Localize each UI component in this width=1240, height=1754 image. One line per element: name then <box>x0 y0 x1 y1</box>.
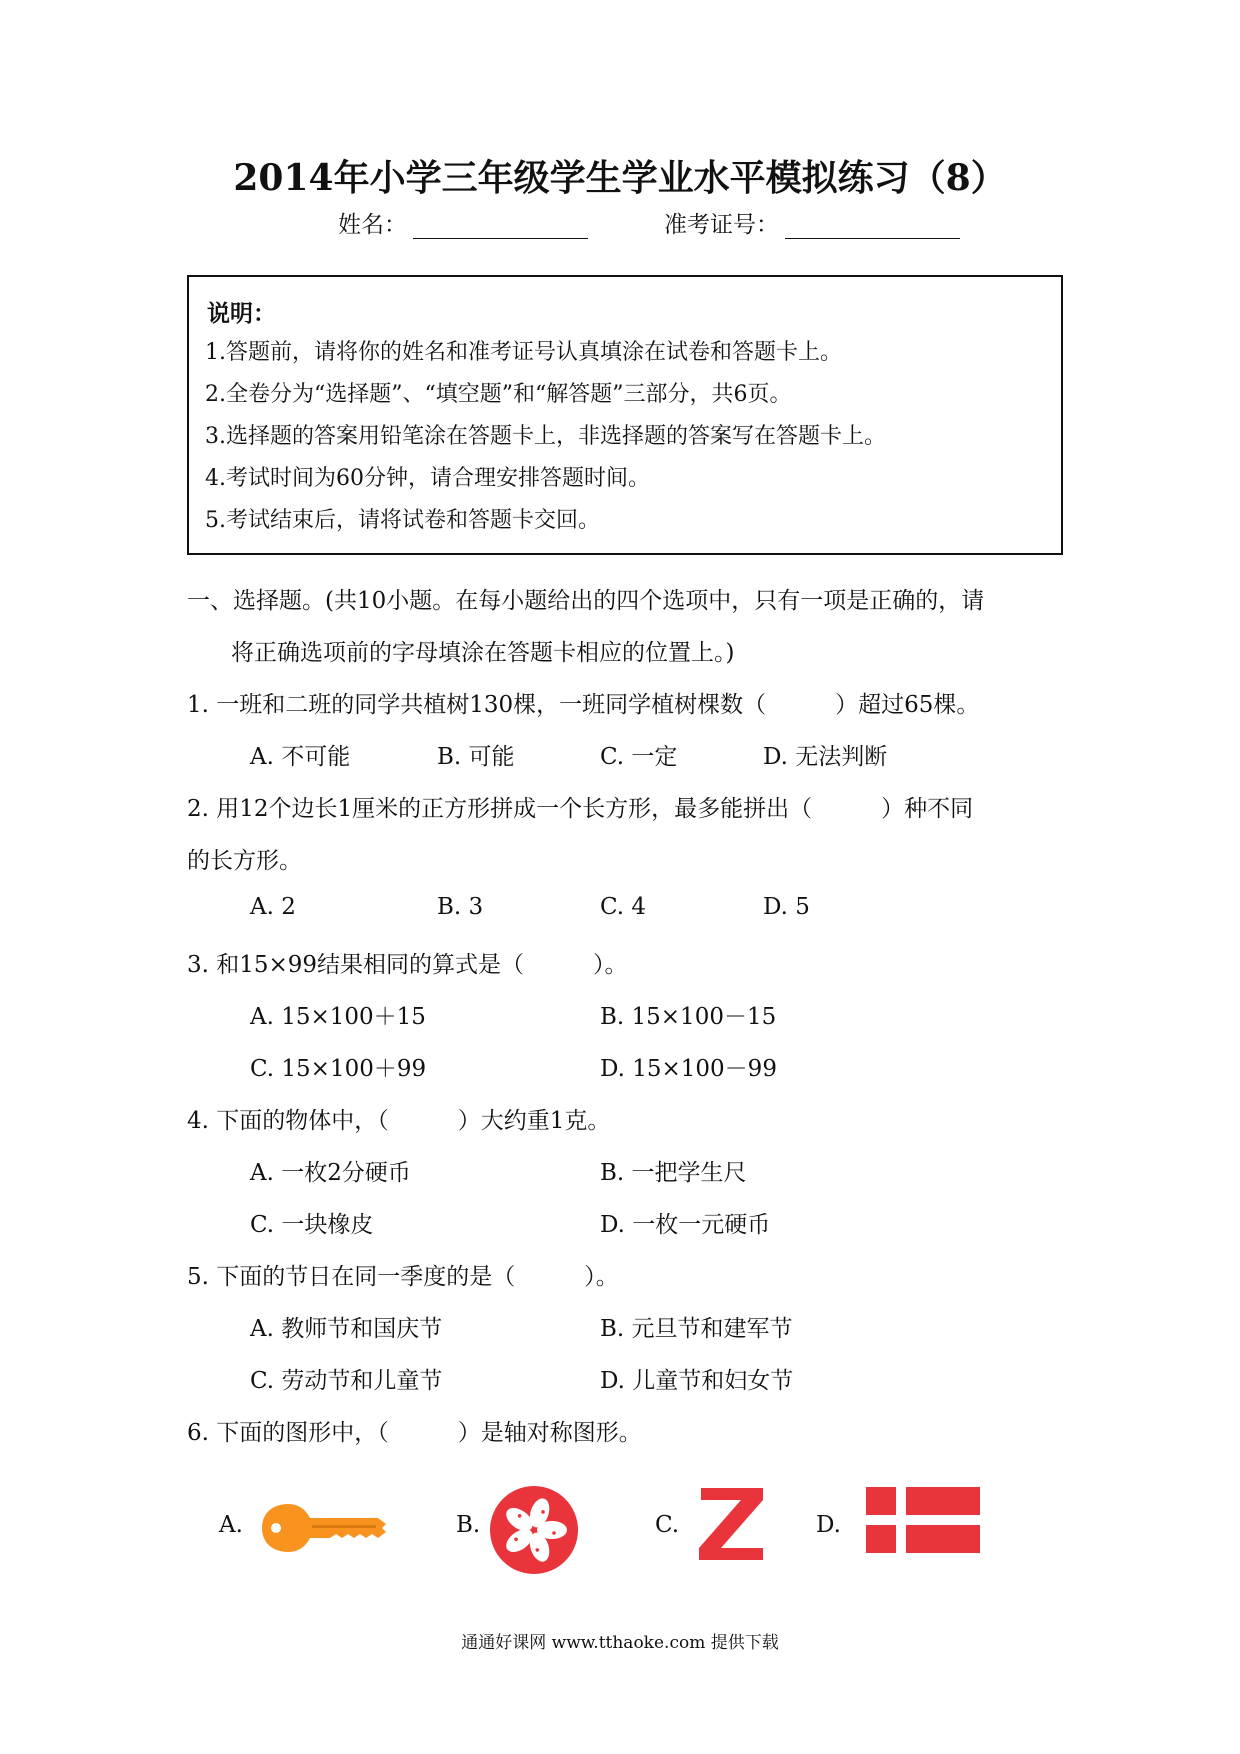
q3-option-d[interactable]: D. 15×100－99 <box>600 1056 777 1082</box>
instruction-item: 2.全卷分为“选择题”、“填空题”和“解答题”三部分，共6页。 <box>205 382 792 407</box>
key-icon[interactable] <box>258 1498 390 1558</box>
section-heading-cont: 将正确选项前的字母填涂在答题卡相应的位置上。) <box>231 640 735 666</box>
question-4: 4. 下面的物体中，（ ）大约重1克。 <box>187 1108 611 1134</box>
q5-option-a[interactable]: A. 教师节和国庆节 <box>250 1316 443 1342</box>
q1-option-d[interactable]: D. 无法判断 <box>763 744 888 770</box>
q5-option-d[interactable]: D. 儿童节和妇女节 <box>600 1368 794 1394</box>
q3-option-b[interactable]: B. 15×100－15 <box>600 1004 777 1030</box>
q6-option-b[interactable]: B. <box>456 1512 481 1538</box>
q1-option-c[interactable]: C. 一定 <box>600 744 678 770</box>
instruction-item: 1.答题前，请将你的姓名和准考证号认真填涂在试卷和答题卡上。 <box>205 340 842 365</box>
q5-option-b[interactable]: B. 元旦节和建军节 <box>600 1316 793 1342</box>
question-5: 5. 下面的节日在同一季度的是（ ）。 <box>187 1264 619 1290</box>
page-title: 2014年小学三年级学生学业水平模拟练习（8） <box>233 157 1007 199</box>
instruction-item: 4.考试时间为60分钟，请合理安排答题时间。 <box>205 466 650 491</box>
q2-option-c[interactable]: C. 4 <box>600 894 647 920</box>
q6-option-a[interactable]: A. <box>219 1512 243 1538</box>
bauhinia-flag-icon[interactable] <box>489 1485 579 1575</box>
q4-option-c[interactable]: C. 一块橡皮 <box>250 1212 374 1238</box>
id-blank[interactable] <box>785 216 960 239</box>
instructions-box <box>187 275 1063 555</box>
q5-option-c[interactable]: C. 劳动节和儿童节 <box>250 1368 443 1394</box>
question-2: 2. 用12个边长1厘米的正方形拼成一个长方形，最多能拼出（ ）种不同 <box>187 796 974 822</box>
q6-option-d[interactable]: D. <box>816 1512 841 1538</box>
footer: 通通好课网 www.tthaoke.com 提供下载 <box>461 1633 779 1653</box>
question-1: 1. 一班和二班的同学共植树130棵，一班同学植树棵数（ ）超过65棵。 <box>187 692 980 718</box>
name-blank[interactable] <box>413 216 588 239</box>
instruction-item: 5.考试结束后，请将试卷和答题卡交回。 <box>205 508 600 533</box>
q2-option-d[interactable]: D. 5 <box>763 894 810 920</box>
question-2-cont: 的长方形。 <box>187 848 302 874</box>
letter-z-icon[interactable] <box>697 1486 767 1562</box>
q4-option-b[interactable]: B. 一把学生尺 <box>600 1160 747 1186</box>
q1-option-a[interactable]: A. 不可能 <box>250 744 351 770</box>
instruction-item: 3.选择题的答案用铅笔涂在答题卡上，非选择题的答案写在答题卡上。 <box>205 424 886 449</box>
q2-option-a[interactable]: A. 2 <box>250 894 296 920</box>
q2-option-b[interactable]: B. 3 <box>437 894 484 920</box>
q4-option-d[interactable]: D. 一枚一元硬币 <box>600 1212 771 1238</box>
denmark-flag-icon[interactable] <box>866 1487 980 1553</box>
name-label: 姓名： <box>338 212 407 238</box>
name-field <box>338 206 588 239</box>
question-6: 6. 下面的图形中，（ ）是轴对称图形。 <box>187 1420 642 1446</box>
id-field <box>664 206 960 239</box>
section-heading: 一、选择题。(共10小题。在每小题给出的四个选项中，只有一项是正确的，请 <box>187 588 985 614</box>
q3-option-c[interactable]: C. 15×100＋99 <box>250 1056 427 1082</box>
q1-option-b[interactable]: B. 可能 <box>437 744 515 770</box>
q3-option-a[interactable]: A. 15×100＋15 <box>250 1004 426 1030</box>
id-label: 准考证号： <box>664 212 779 238</box>
q6-option-c[interactable]: C. <box>655 1512 680 1538</box>
question-3: 3. 和15×99结果相同的算式是（ ）。 <box>187 952 628 978</box>
q4-option-a[interactable]: A. 一枚2分硬币 <box>250 1160 411 1186</box>
instructions-title: 说明： <box>207 300 276 327</box>
